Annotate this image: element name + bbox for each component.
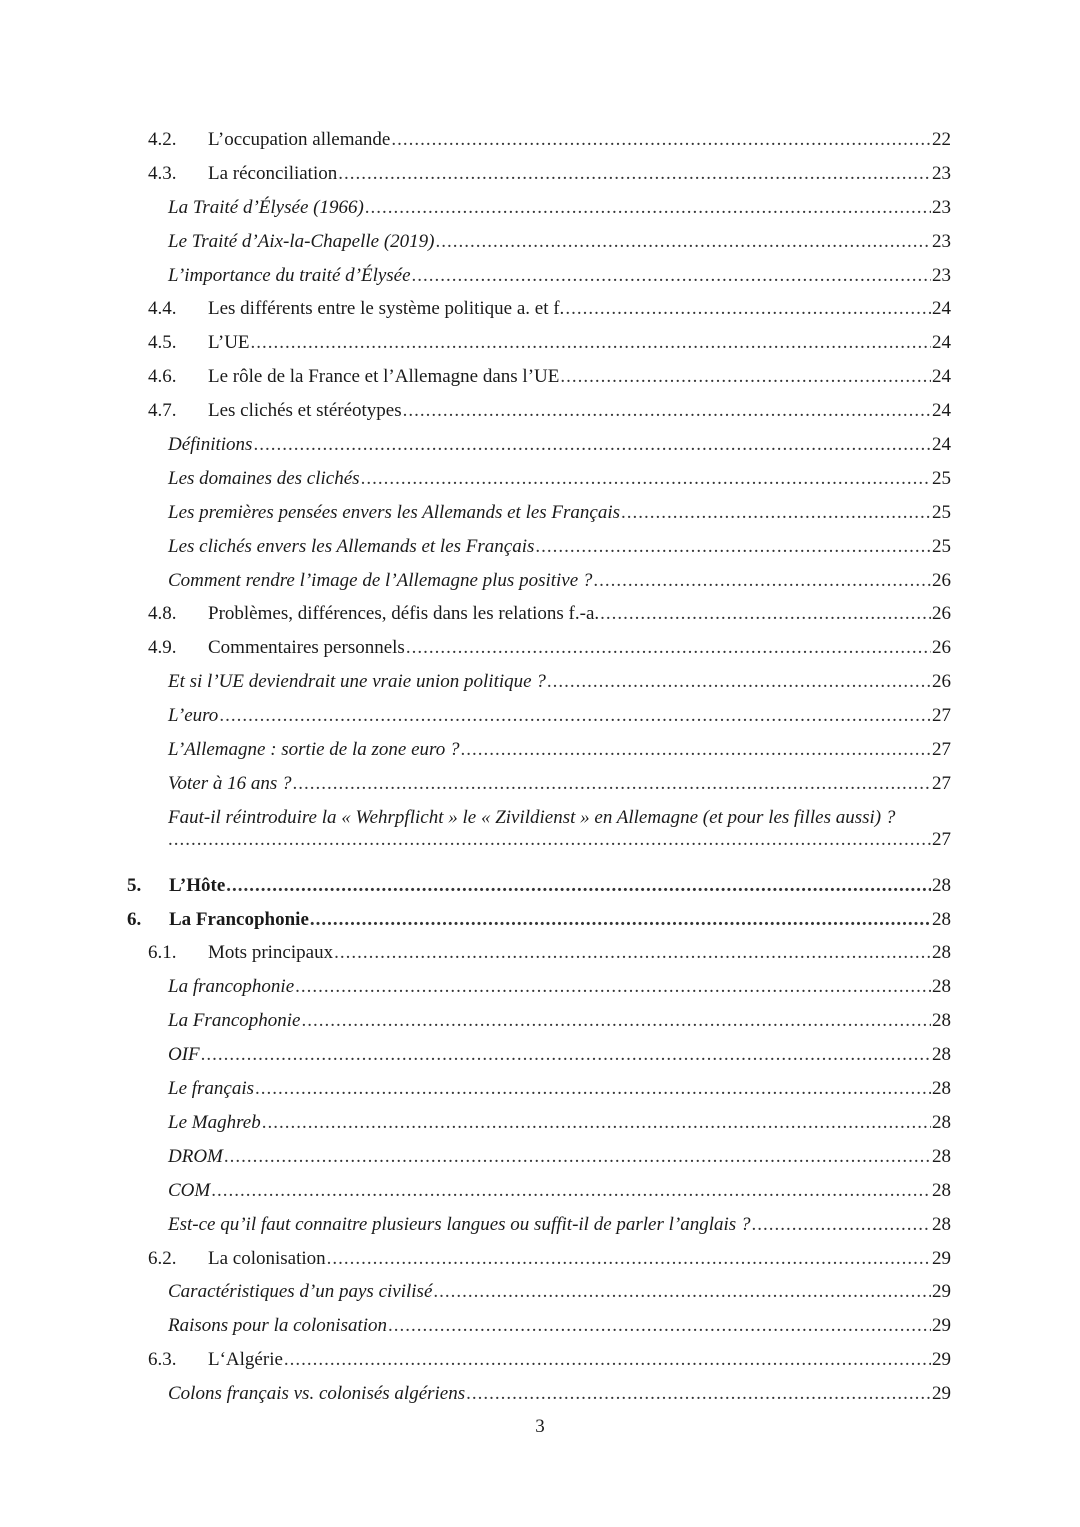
toc-entry[interactable]	[168, 530, 951, 564]
toc-entry-title: Le français	[168, 1078, 255, 1100]
toc-entry[interactable]	[168, 496, 951, 530]
toc-entry-number: 4.6.	[148, 366, 177, 388]
toc-entry-page: 27	[932, 828, 951, 850]
toc-leader-dots	[435, 225, 931, 259]
toc-entry-number: 6.3.	[148, 1349, 177, 1371]
toc-entry-number: 6.2.	[148, 1247, 177, 1269]
toc-leader-dots	[388, 1309, 931, 1343]
toc-entry-title: COM	[168, 1179, 211, 1201]
toc-entry[interactable]	[148, 597, 951, 631]
toc-entry-number: 6.	[127, 908, 142, 930]
toc-entry-page: 26	[932, 637, 951, 659]
toc-entry-page: 28	[932, 1111, 951, 1133]
toc-leader-dots	[253, 428, 931, 462]
toc-entry-title: La Francophonie	[169, 908, 309, 930]
toc-entry-page: 24	[932, 434, 951, 456]
toc-leader-dots	[361, 462, 931, 496]
toc-entry-title: La réconciliation	[208, 162, 338, 184]
toc-entry[interactable]	[148, 1343, 951, 1377]
toc-leader-dots	[600, 597, 931, 631]
toc-entry-title: Les clichés et stéréotypes	[208, 400, 402, 422]
toc-entry-page: 23	[932, 230, 951, 252]
toc-leader-dots	[391, 123, 931, 157]
toc-entry-number: 4.7.	[148, 400, 177, 422]
toc-leader-dots	[255, 1072, 931, 1106]
toc-leader-dots	[565, 292, 931, 326]
toc-leader-dots	[535, 530, 931, 564]
toc-entry-page: 28	[932, 942, 951, 964]
toc-entry[interactable]	[168, 1072, 951, 1106]
toc-leader-dots	[365, 191, 931, 225]
toc-entry[interactable]	[168, 970, 951, 1004]
toc-entry-title: La Traité d’Élysée (1966)	[168, 196, 364, 218]
toc-leader-dots	[338, 157, 931, 191]
toc-entry[interactable]	[148, 936, 951, 970]
toc-entry-page: 26	[932, 671, 951, 693]
toc-entry-page: 28	[932, 1179, 951, 1201]
toc-entry-page: 29	[932, 1315, 951, 1337]
toc-entry-title: Les clichés envers les Allemands et les Français	[168, 535, 535, 557]
toc-leader-dots	[593, 564, 931, 598]
toc-entry[interactable]	[168, 259, 951, 293]
toc-leader-dots	[403, 394, 931, 428]
toc-leader-dots	[466, 1377, 931, 1411]
toc-entry-title: Le Maghreb	[168, 1111, 261, 1133]
toc-entry[interactable]	[127, 903, 951, 937]
toc-leader-dots	[310, 903, 931, 937]
toc-entry-number: 5.	[127, 874, 142, 896]
toc-leader-dots	[327, 1242, 931, 1276]
toc-entry-page: 24	[932, 366, 951, 388]
toc-entry[interactable]	[148, 631, 951, 665]
toc-leader-dots	[262, 1106, 931, 1140]
toc-entry[interactable]	[168, 1377, 951, 1411]
toc-entry[interactable]	[168, 1038, 951, 1072]
toc-entry-number: 4.3.	[148, 162, 177, 184]
toc-leader-dots	[251, 326, 931, 360]
toc-leader-dots	[201, 1038, 931, 1072]
toc-entry[interactable]	[148, 1242, 951, 1276]
toc-entry-title: L’occupation allemande	[208, 129, 391, 150]
toc-entry[interactable]	[168, 1174, 951, 1208]
toc-entry[interactable]	[148, 326, 951, 360]
toc-entry-page: 29	[932, 1247, 951, 1269]
toc-leader-dots	[547, 665, 931, 699]
toc-entry-page: 23	[932, 264, 951, 286]
toc-entry-number: 4.2.	[148, 129, 177, 150]
toc-entry[interactable]	[127, 869, 951, 903]
toc-entry-page: 28	[932, 1010, 951, 1032]
table-of-contents	[0, 123, 1080, 1411]
toc-entry[interactable]	[148, 123, 951, 157]
toc-leader-dots	[460, 733, 931, 767]
toc-entry-title: Définitions	[168, 434, 253, 456]
toc-entry-page: 22	[932, 129, 951, 150]
toc-entry[interactable]	[148, 360, 951, 394]
toc-entry[interactable]	[148, 157, 951, 191]
toc-entry-title: Mots principaux	[208, 942, 334, 964]
toc-entry-title: OIF	[168, 1044, 200, 1066]
toc-entry-title: La francophonie	[168, 976, 295, 998]
toc-entry[interactable]	[168, 1309, 951, 1343]
toc-entry-page: 28	[932, 1145, 951, 1167]
toc-entry-page: 26	[932, 569, 951, 591]
toc-entry-page: 29	[932, 1383, 951, 1405]
toc-entry[interactable]	[168, 1140, 951, 1174]
toc-entry[interactable]	[168, 462, 951, 496]
toc-entry-number: 4.4.	[148, 298, 177, 320]
toc-entry[interactable]	[168, 733, 951, 767]
toc-entry-page: 27	[932, 772, 951, 794]
toc-entry[interactable]	[168, 225, 951, 259]
toc-leader-dots	[560, 360, 931, 394]
toc-entry-title: Les domaines des clichés	[168, 467, 360, 489]
toc-entry-title: La colonisation	[208, 1247, 326, 1269]
toc-entry-title: L’UE	[208, 332, 250, 354]
toc-entry-title: Et si l’UE deviendrait une vraie union politique ?	[168, 671, 546, 693]
toc-entry[interactable]	[168, 1004, 951, 1038]
toc-entry-title: L’Hôte	[169, 874, 226, 896]
toc-entry-page: 29	[932, 1349, 951, 1371]
toc-entry-page: 24	[932, 332, 951, 354]
toc-entry-page: 25	[932, 467, 951, 489]
toc-entry-page: 29	[932, 1281, 951, 1303]
toc-entry-page: 24	[932, 298, 951, 320]
toc-entry-number: 4.5.	[148, 332, 177, 354]
toc-entry[interactable]	[168, 767, 951, 801]
toc-entry[interactable]	[168, 428, 951, 462]
toc-entry-page: 28	[932, 1044, 951, 1066]
toc-entry-page: 25	[932, 535, 951, 557]
toc-entry[interactable]	[168, 1275, 951, 1309]
toc-entry-title: Colons français vs. colonisés algériens	[168, 1383, 466, 1405]
toc-entry-page: 25	[932, 501, 951, 523]
toc-leader-dots	[211, 1174, 931, 1208]
toc-entry-page: 28	[932, 908, 951, 930]
toc-entry[interactable]	[168, 191, 951, 225]
toc-entry-title: Les premières pensées envers les Allemands et les Français	[168, 501, 621, 523]
toc-entry[interactable]	[168, 801, 951, 852]
toc-entry-title: Les différents entre le système politique a. et f.	[208, 298, 565, 320]
toc-leader-dots	[406, 631, 931, 665]
toc-entry-title: Problèmes, différences, défis dans les relations f.-a.	[208, 603, 600, 625]
toc-entry-page: 28	[932, 1078, 951, 1100]
toc-entry-title: Comment rendre l’image de l’Allemagne plus positive ?	[168, 569, 593, 591]
toc-leader-dots	[301, 1004, 931, 1038]
toc-entry-page: 28	[932, 874, 951, 896]
toc-entry-page: 28	[932, 976, 951, 998]
toc-entry-page: 27	[932, 705, 951, 727]
toc-entry-title: Raisons pour la colonisation	[168, 1315, 388, 1337]
toc-leader-dots	[293, 767, 932, 801]
toc-entry[interactable]	[168, 1208, 951, 1242]
toc-entry-page: 28	[932, 1213, 951, 1235]
toc-leader-dots	[621, 496, 931, 530]
toc-entry-number: 4.9.	[148, 637, 177, 659]
toc-entry-number: 4.8.	[148, 603, 177, 625]
toc-leader-dots	[751, 1208, 931, 1242]
toc-entry-number: 6.1.	[148, 942, 177, 964]
toc-entry-title: Voter à 16 ans ?	[168, 772, 292, 794]
toc-leader-dots	[334, 936, 931, 970]
toc-entry-page: 23	[932, 196, 951, 218]
toc-entry[interactable]	[148, 292, 951, 326]
toc-leader-dots	[295, 970, 931, 1004]
toc-entry-title: L‘Algérie	[208, 1349, 283, 1371]
toc-leader-dots	[224, 1140, 931, 1174]
toc-leader-dots	[412, 259, 931, 293]
toc-leader-dots	[219, 699, 931, 733]
toc-entry-page: 26	[932, 603, 951, 625]
toc-leader-dots	[433, 1275, 931, 1309]
toc-entry-title: Faut-il réintroduire la « Wehrpflicht » le « Zivildienst » en Allemagne (et pour les filles aussi) ?	[168, 806, 896, 828]
toc-entry-title: Le Traité d’Aix-la-Chapelle (2019)	[168, 230, 435, 252]
toc-leader-dots	[168, 828, 931, 852]
toc-entry-title: DROM	[168, 1145, 223, 1167]
toc-entry-title: Commentaires personnels	[208, 637, 405, 659]
toc-entry-title: L’importance du traité d’Élysée	[168, 264, 411, 286]
toc-entry-page: 27	[932, 739, 951, 761]
toc-entry[interactable]	[168, 699, 951, 733]
toc-entry-title: La Francophonie	[168, 1010, 301, 1032]
toc-entry-title: Le rôle de la France et l’Allemagne dans l’UE	[208, 366, 560, 388]
toc-entry[interactable]	[168, 665, 951, 699]
toc-entry-title: L’euro	[168, 705, 219, 727]
toc-entry[interactable]	[168, 564, 951, 598]
toc-entry[interactable]	[148, 394, 951, 428]
toc-entry-title: L’Allemagne : sortie de la zone euro ?	[168, 739, 460, 761]
toc-entry[interactable]	[168, 1106, 951, 1140]
page-number: 3	[535, 1416, 545, 1437]
toc-entry-title: Caractéristiques d’un pays civilisé	[168, 1281, 433, 1303]
toc-entry-page: 23	[932, 162, 951, 184]
toc-leader-dots	[226, 869, 931, 903]
toc-entry-title: Est-ce qu’il faut connaitre plusieurs langues ou suffit-il de parler l’anglais ?	[168, 1213, 751, 1235]
toc-leader-dots	[284, 1343, 931, 1377]
toc-entry-page: 24	[932, 400, 951, 422]
